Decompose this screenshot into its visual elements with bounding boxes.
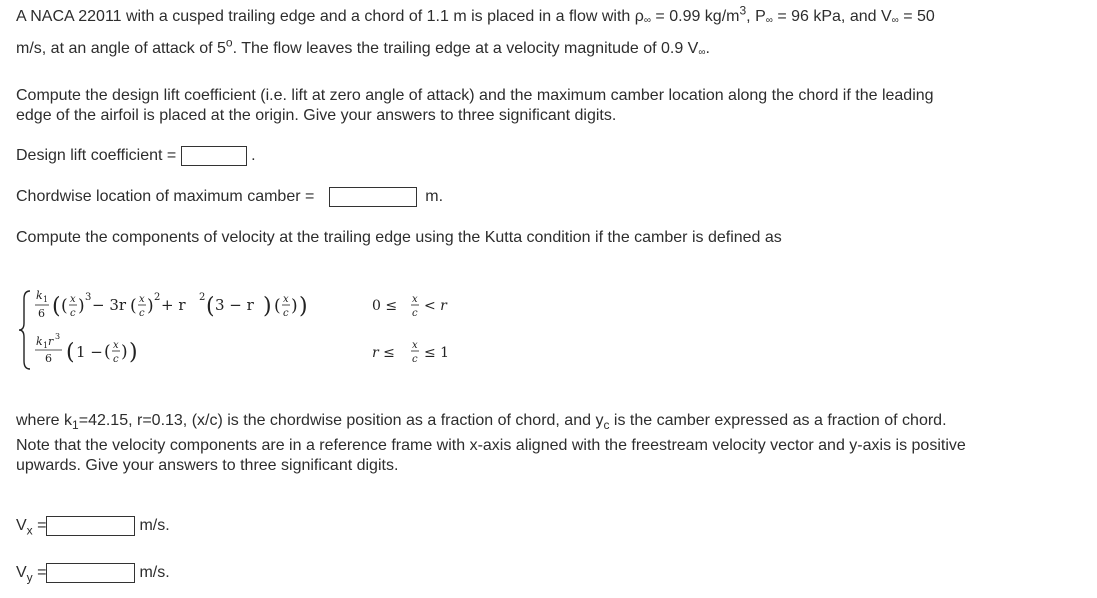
max-camber-location-input[interactable] (329, 187, 417, 207)
vx-symbol: V (16, 517, 27, 535)
eq-paren-open: ( (61, 296, 68, 316)
eq-x: x (412, 340, 418, 351)
eq-k1-sub: 1 (43, 341, 49, 350)
vy-symbol: V (16, 564, 27, 582)
vy-row (16, 563, 170, 583)
eq-c: c (113, 354, 119, 365)
eq-c: c (412, 308, 418, 319)
vy-input[interactable] (46, 563, 135, 583)
eq-k1-sub: 1 (43, 295, 49, 304)
eq-exp-3: 3 (85, 292, 92, 303)
vx-row (16, 516, 170, 536)
eq-paren-close: ) (129, 340, 138, 365)
where-line-1 (16, 412, 947, 433)
intro-text: = 0.99 kg/m (650, 8, 740, 25)
max-camber-location-row (16, 187, 443, 207)
eq-cond-1: 0 ≤ (372, 298, 398, 314)
max-camber-location-label: Chordwise location of maximum camber = (16, 188, 315, 206)
infinity-subscript: ∞ (698, 47, 706, 58)
camber-line-equation (16, 285, 476, 375)
intro-text: = 50 (898, 8, 935, 25)
eq-k1: k (36, 335, 43, 348)
eq-cond-1-end: < r (424, 298, 447, 314)
eq-k1: k (36, 289, 43, 302)
eq-paren-close: ) (121, 342, 128, 362)
equals-sign: = (32, 564, 47, 582)
eq-paren-close: ) (147, 296, 154, 316)
eq-exp-2: 2 (154, 292, 161, 303)
intro-text: . (705, 40, 710, 57)
where-line-2: Note that the velocity components are in a reference frame with x-axis aligned with the freestream velocity vector and y-axis is positive (16, 437, 966, 454)
where-text: is the camber expressed as a fraction of chord. (609, 412, 947, 429)
question-1-line-2: edge of the airfoil is placed at the origin. Give your answers to three significant digits. (16, 107, 617, 124)
eq-minus-3r: − 3r (92, 296, 127, 314)
where-text: where k (16, 412, 73, 429)
unit-label: m/s. (139, 564, 170, 582)
intro-text: , P (746, 8, 766, 25)
eq-paren-open: ( (206, 294, 215, 319)
degree-symbol: o (225, 35, 233, 50)
k-subscript: 1 (72, 418, 79, 433)
infinity-subscript: ∞ (643, 15, 651, 26)
eq-cond-2-end: ≤ 1 (424, 345, 450, 361)
eq-paren-close: ) (78, 296, 85, 316)
question-1-line-1: Compute the design lift coefficient (i.e. lift at zero angle of attack) and the maximum camber location along the chord if the leading (16, 87, 934, 104)
eq-paren-open: ( (52, 294, 61, 319)
left-brace (19, 291, 30, 369)
c-subscript: c (603, 418, 610, 433)
eq-paren-open: ( (104, 342, 111, 362)
eq-c: c (283, 308, 289, 319)
infinity-subscript: ∞ (765, 15, 773, 26)
eq-paren-close: ) (299, 294, 308, 319)
eq-x: x (139, 294, 145, 305)
eq-three-minus-r: 3 − r (215, 296, 254, 314)
problem-intro-line-1 (16, 3, 935, 26)
intro-text: m/s, at an angle of attack of 5 (16, 40, 226, 57)
eq-one-minus: 1 − (76, 343, 103, 361)
eq-exp-2: 2 (199, 292, 206, 303)
where-line-3: upwards. Give your answers to three significant digits. (16, 457, 399, 474)
design-lift-coefficient-row (16, 146, 256, 166)
intro-text: = 96 kPa, and V (772, 8, 892, 25)
design-lift-coefficient-input[interactable] (181, 146, 247, 166)
vx-input[interactable] (46, 516, 135, 536)
vy-subscript: y (26, 570, 33, 585)
infinity-subscript: ∞ (891, 15, 899, 26)
eq-paren-close: ) (291, 296, 298, 316)
intro-text: A NACA 22011 with a cusped trailing edge and a chord of 1.1 m is placed in a flow with ρ (16, 8, 644, 25)
where-text: =42.15, r=0.13, (x/c) is the chordwise position as a fraction of chord, and y (78, 412, 604, 429)
question-2-text: Compute the components of velocity at the trailing edge using the Kutta condition if the camber is defined as (16, 229, 782, 246)
eq-exp-3: 3 (55, 332, 61, 341)
vx-subscript: x (26, 523, 33, 538)
eq-six: 6 (45, 352, 52, 365)
eq-paren-open: ( (66, 340, 75, 365)
unit-label: m/s. (139, 517, 170, 535)
eq-plus-r: + r (161, 296, 186, 314)
eq-x: x (70, 294, 76, 305)
eq-paren-open: ( (274, 296, 281, 316)
eq-c: c (139, 308, 145, 319)
unit-label: m. (425, 188, 444, 206)
trailing-period: . (251, 147, 256, 165)
intro-text: . The flow leaves the trailing edge at a velocity magnitude of 0.9 V (232, 40, 699, 57)
equals-sign: = (32, 517, 47, 535)
problem-intro-line-2 (16, 35, 710, 58)
eq-x: x (283, 294, 289, 305)
eq-c: c (412, 354, 418, 365)
eq-six: 6 (38, 307, 45, 320)
design-lift-coefficient-label: Design lift coefficient = (16, 147, 177, 165)
exponent: 3 (739, 3, 747, 18)
eq-c: c (70, 308, 76, 319)
eq-cond-2: r ≤ (372, 345, 395, 361)
eq-r: r (48, 335, 54, 348)
eq-paren-open: ( (130, 296, 137, 316)
eq-x: x (412, 294, 418, 305)
eq-paren-close: ) (263, 294, 272, 319)
eq-x: x (113, 340, 119, 351)
